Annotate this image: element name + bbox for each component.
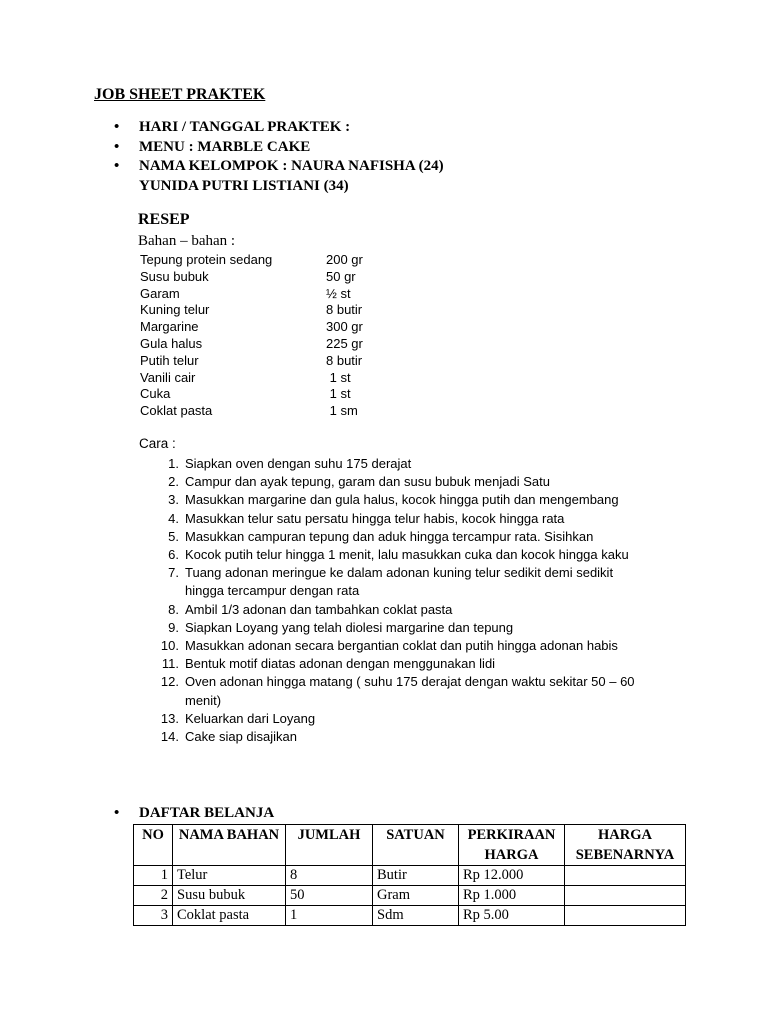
step-text: Ambil 1/3 adonan dan tambahkan coklat pasta [185,601,453,617]
ingredient-row [140,252,363,269]
ingredient-qty: 1 st [326,386,351,402]
cell-actual-price [565,906,686,926]
step-number: 5. [168,528,179,544]
ingredient-name: Garam [140,285,180,301]
ingredient-qty: 225 gr [326,335,363,351]
step-text: Masukkan margarine dan gula halus, kocok hingga putih dan mengembang [185,492,619,508]
step-number: 2. [168,474,179,490]
ingredients-heading: Bahan – bahan : [138,233,236,249]
ingredient-name: Gula halus [140,335,203,351]
info-item-date [114,118,444,138]
step-text: Masukkan adonan secara bergantian coklat dan putih hingga adonan habis [185,638,618,654]
step-item [150,601,710,619]
column-header-amount: JUMLAH [286,825,373,866]
step-text: Kocok putih telur hingga 1 menit, lalu masukkan cuka dan kocok hingga kaku [185,547,629,563]
step-number: 6. [168,547,179,563]
ingredient-name: Kuning telur [140,302,210,318]
cell-amount: 1 [286,906,373,926]
bullet-icon: • [114,138,120,155]
step-item [150,564,710,600]
step-text: Tuang adonan meringue ke dalam adonan kuning telur sedikit demi sedikit hingga tercampur dengan rata [185,565,614,599]
ingredient-name: Margarine [140,319,199,335]
cell-estimated-price: Rp 5.00 [459,906,565,926]
step-item [150,710,710,728]
ingredient-qty: 1 sm [326,403,358,419]
shopping-list-title: DAFTAR BELANJA [139,805,275,821]
ingredient-qty: ½ st [326,285,351,301]
step-text: Oven adonan hingga matang ( suhu 175 derajat dengan waktu sekitar 50 – 60 menit) [185,674,635,708]
step-item [150,473,710,491]
ingredient-row [140,269,363,286]
ingredient-name: Vanili cair [140,369,196,385]
column-header-name: NAMA BAHAN [173,825,286,866]
ingredient-name: Susu bubuk [140,268,209,284]
step-number: 10. [160,638,179,654]
step-item [150,455,710,473]
ingredient-qty: 300 gr [326,319,363,335]
step-text: Masukkan telur satu persatu hingga telur habis, kocok hingga rata [185,510,565,526]
ingredient-row [140,286,363,303]
table-row [134,866,686,886]
ingredient-qty: 200 gr [326,252,363,267]
table-row [134,886,686,906]
step-item [150,655,710,673]
column-header-estimated-price: PERKIRAAN HARGA [459,825,565,866]
ingredient-row [140,302,363,319]
column-header-actual-price: HARGA SEBENARNYA [565,825,686,866]
step-item [150,728,710,746]
page-title: JOB SHEET PRAKTEK [94,86,266,103]
ingredient-row [140,370,363,387]
step-text: Siapkan Loyang yang telah diolesi margarine dan tepung [185,619,514,635]
cell-estimated-price: Rp 1.000 [459,886,565,906]
info-text: YUNIDA PUTRI LISTIANI (34) [139,177,349,194]
cell-no: 2 [134,886,173,906]
step-text: Cake siap disajikan [185,729,298,745]
column-header-no: NO [134,825,173,866]
info-item-group [114,157,444,177]
step-list [150,455,710,746]
table-header-row [134,825,686,866]
step-text: Siapkan oven dengan suhu 175 derajat [185,456,412,471]
step-number: 1. [168,456,179,471]
shopping-list-heading [114,805,274,822]
ingredient-name: Cuka [140,386,171,402]
cell-no: 3 [134,906,173,926]
step-number: 4. [168,510,179,526]
cell-name: Telur [173,866,286,886]
steps-heading: Cara : [139,436,176,451]
ingredient-row [140,353,363,370]
cell-actual-price [565,886,686,906]
cell-amount: 8 [286,866,373,886]
cell-unit: Sdm [373,906,459,926]
info-item-group-continuation [114,177,444,197]
step-item [150,528,710,546]
step-text: Keluarkan dari Loyang [185,710,316,726]
step-number: 9. [168,619,179,635]
cell-name: Coklat pasta [173,906,286,926]
step-number: 8. [168,601,179,617]
cell-name: Susu bubuk [173,886,286,906]
step-item [150,673,710,709]
step-text: Masukkan campuran tepung dan aduk hingga tercampur rata. Sisihkan [185,528,594,544]
ingredient-row [140,319,363,336]
bullet-icon: • [114,805,120,821]
recipe-heading: RESEP [138,211,190,228]
step-number: 13. [160,710,179,726]
ingredient-name: Tepung protein sedang [140,252,273,267]
ingredient-row [140,403,363,420]
ingredient-name: Coklat pasta [140,403,213,419]
step-number: 7. [168,565,179,581]
step-text: Campur dan ayak tepung, garam dan susu bubuk menjadi Satu [185,474,550,490]
ingredient-row [140,386,363,403]
info-text: HARI / TANGGAL PRAKTEK : [139,119,351,135]
step-item [150,619,710,637]
cell-amount: 50 [286,886,373,906]
bullet-icon: • [114,119,120,135]
info-list [114,118,444,196]
ingredient-list [140,252,363,420]
bullet-icon: • [114,158,120,174]
cell-unit: Gram [373,886,459,906]
step-item [150,546,710,564]
cell-actual-price [565,866,686,886]
step-item [150,491,710,509]
ingredient-qty: 1 st [326,369,351,385]
step-number: 11. [161,656,179,672]
step-item [150,637,710,655]
step-number: 12. [160,674,179,690]
shopping-table [133,824,686,926]
cell-estimated-price: Rp 12.000 [459,866,565,886]
info-text: MENU : MARBLE CAKE [139,138,311,155]
column-header-unit: SATUAN [373,825,459,866]
ingredient-qty: 50 gr [326,268,356,284]
step-number: 3. [168,492,179,508]
ingredient-qty: 8 butir [326,302,363,318]
step-item [150,510,710,528]
step-text: Bentuk motif diatas adonan dengan menggunakan lidi [185,656,496,672]
step-number: 14. [160,729,179,745]
info-item-menu [114,138,444,158]
ingredient-name: Putih telur [140,352,199,368]
ingredient-row [140,336,363,353]
info-text: NAMA KELOMPOK : NAURA NAFISHA (24) [139,158,444,174]
ingredient-qty: 8 butir [326,352,363,368]
cell-no: 1 [134,866,173,886]
cell-unit: Butir [373,866,459,886]
table-row [134,906,686,926]
